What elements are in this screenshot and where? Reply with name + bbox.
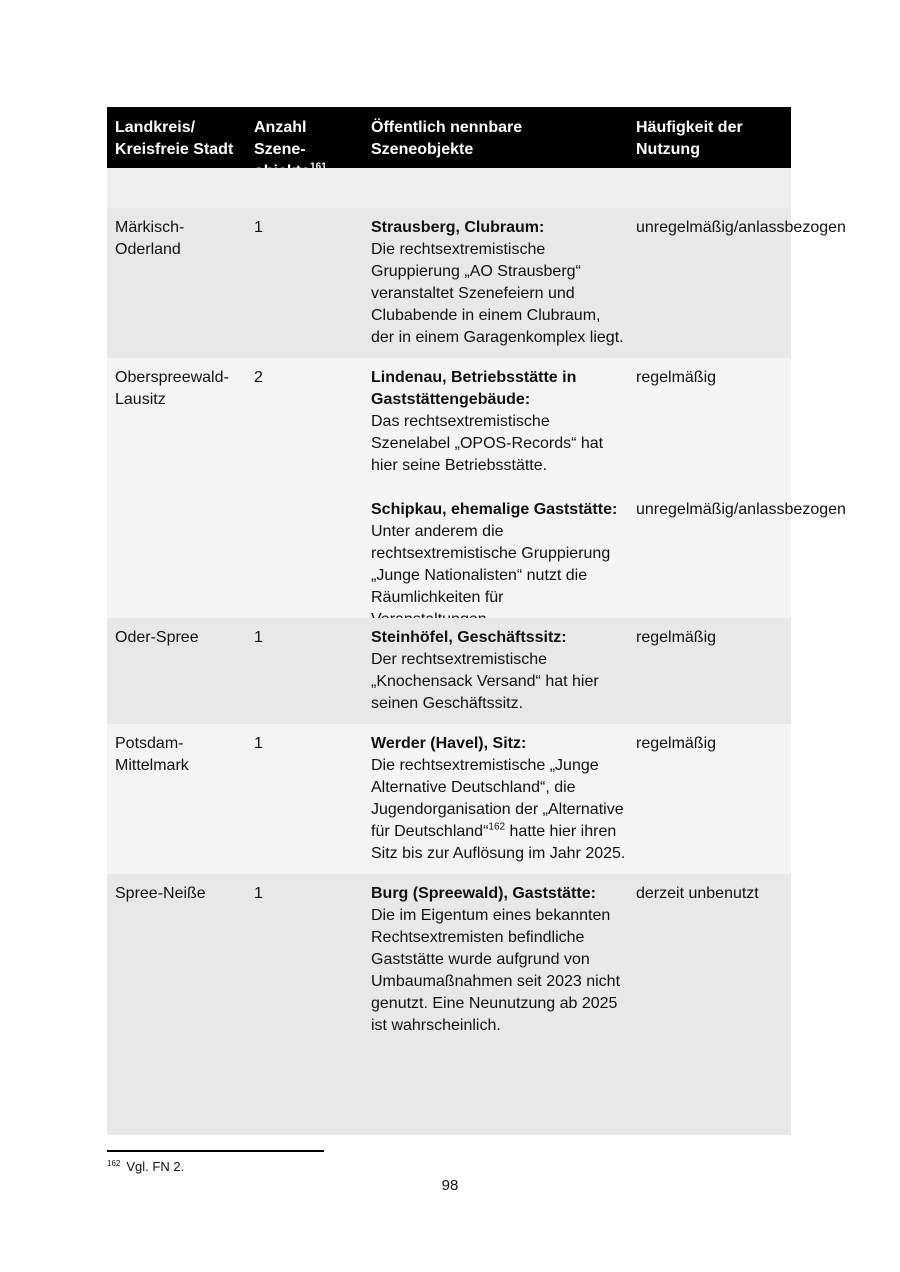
frequency-cell: unregelmäßig/anlassbezogen: [636, 219, 846, 236]
district-cell: Spree-Neiße: [115, 885, 206, 902]
footnote-text: Vgl. FN 2.: [126, 1159, 185, 1174]
object-title: Schipkau, ehemalige Gaststätte:: [371, 501, 618, 518]
count-cell: 1: [254, 219, 263, 236]
header-frequency: Häufigkeit der Nutzung: [636, 119, 743, 158]
object-title: Werder (Havel), Sitz:: [371, 735, 527, 752]
object-title: Lindenau, Betriebsstätte in Gaststättengebäude:: [371, 369, 577, 408]
object-title: Steinhöfel, Geschäftssitz:: [371, 629, 567, 646]
object-cell: [371, 733, 627, 865]
object-text-part: hatte hier ihren Sitz bis zur Auflösung im Jahr 2025.: [371, 823, 626, 862]
object-text-part: Die rechtsextremistische „Junge Alternative Deutschland“, die Jugendorganisation der „Alternative für Deutschland“: [371, 757, 624, 840]
frequency-cell: unregelmäßig/anlassbezogen: [636, 501, 846, 518]
object-text: Die im Eigentum eines bekannten Rechtsextremisten befindliche Gaststätte wurde aufgrund von Umbaumaßnahmen seit 2023 nicht genutzt. Eine Neunutzung ab 2025 ist wahrscheinlich.: [371, 907, 621, 1034]
table-row: [107, 358, 846, 618]
header-objects: Öffentlich nennbare Szeneobjekte: [371, 119, 523, 158]
footnote: [107, 1158, 184, 1176]
count-cell: 1: [254, 629, 263, 646]
count-cell: 1: [254, 735, 263, 752]
object-text: Unter anderem die rechtsextremistische Gruppierung „Junge Nationalisten“ nutzt die Räumlichkeiten für: [371, 523, 611, 606]
header-count-label: Anzahl Szene-: [254, 119, 307, 158]
object-cell: [371, 367, 627, 631]
count-cell: 1: [254, 885, 263, 902]
district-cell: Oberspreewald-Lausitz: [115, 369, 229, 408]
object-cell: [371, 883, 627, 1037]
object-text: Die rechtsextremistische Gruppierung „AO Strausberg“ veranstaltet Szenefeiern und Clubabende in einem Clubraum, der in einem Garagenkomplex liegt.: [371, 241, 624, 346]
frequency-cell: regelmäßig: [636, 629, 717, 646]
table-row: [107, 208, 846, 358]
footnote-separator: [107, 1150, 324, 1152]
page-number: 98: [441, 1177, 459, 1194]
object-text: [371, 755, 627, 865]
frequency-cell: regelmäßig: [636, 369, 717, 386]
table-spacer-row: [107, 168, 791, 208]
object-cell: [371, 217, 627, 349]
district-cell: Märkisch-Oderland: [115, 219, 185, 258]
scene-objects-table: [107, 107, 846, 1135]
footnote-ref: 162: [488, 821, 506, 833]
district-cell: Oder-Spree: [115, 629, 199, 646]
object-title: Strausberg, Clubraum:: [371, 219, 545, 236]
frequency-cell: regelmäßig: [636, 735, 717, 752]
table-row: [107, 874, 791, 1135]
frequency-cell: derzeit unbenutzt: [636, 885, 759, 902]
object-text: Der rechtsextremistische „Knochensack Versand“ hat hier seinen Geschäftssitz.: [371, 651, 599, 712]
object-text: Das rechtsextremistische Szenelabel „OPOS-Records“ hat hier seine Betriebsstätte.: [371, 413, 604, 474]
district-cell: Potsdam-Mittelmark: [115, 735, 189, 774]
count-cell: 2: [254, 369, 263, 386]
footnote-number: 162: [107, 1158, 121, 1168]
table-header: [107, 107, 791, 168]
header-district: Landkreis/ Kreisfreie Stadt: [115, 119, 234, 158]
table-row: [107, 724, 791, 874]
table-row: [107, 618, 791, 724]
object-title: Burg (Spreewald), Gaststätte:: [371, 885, 596, 902]
entry-spacer: [371, 477, 627, 499]
object-cell: [371, 627, 627, 715]
